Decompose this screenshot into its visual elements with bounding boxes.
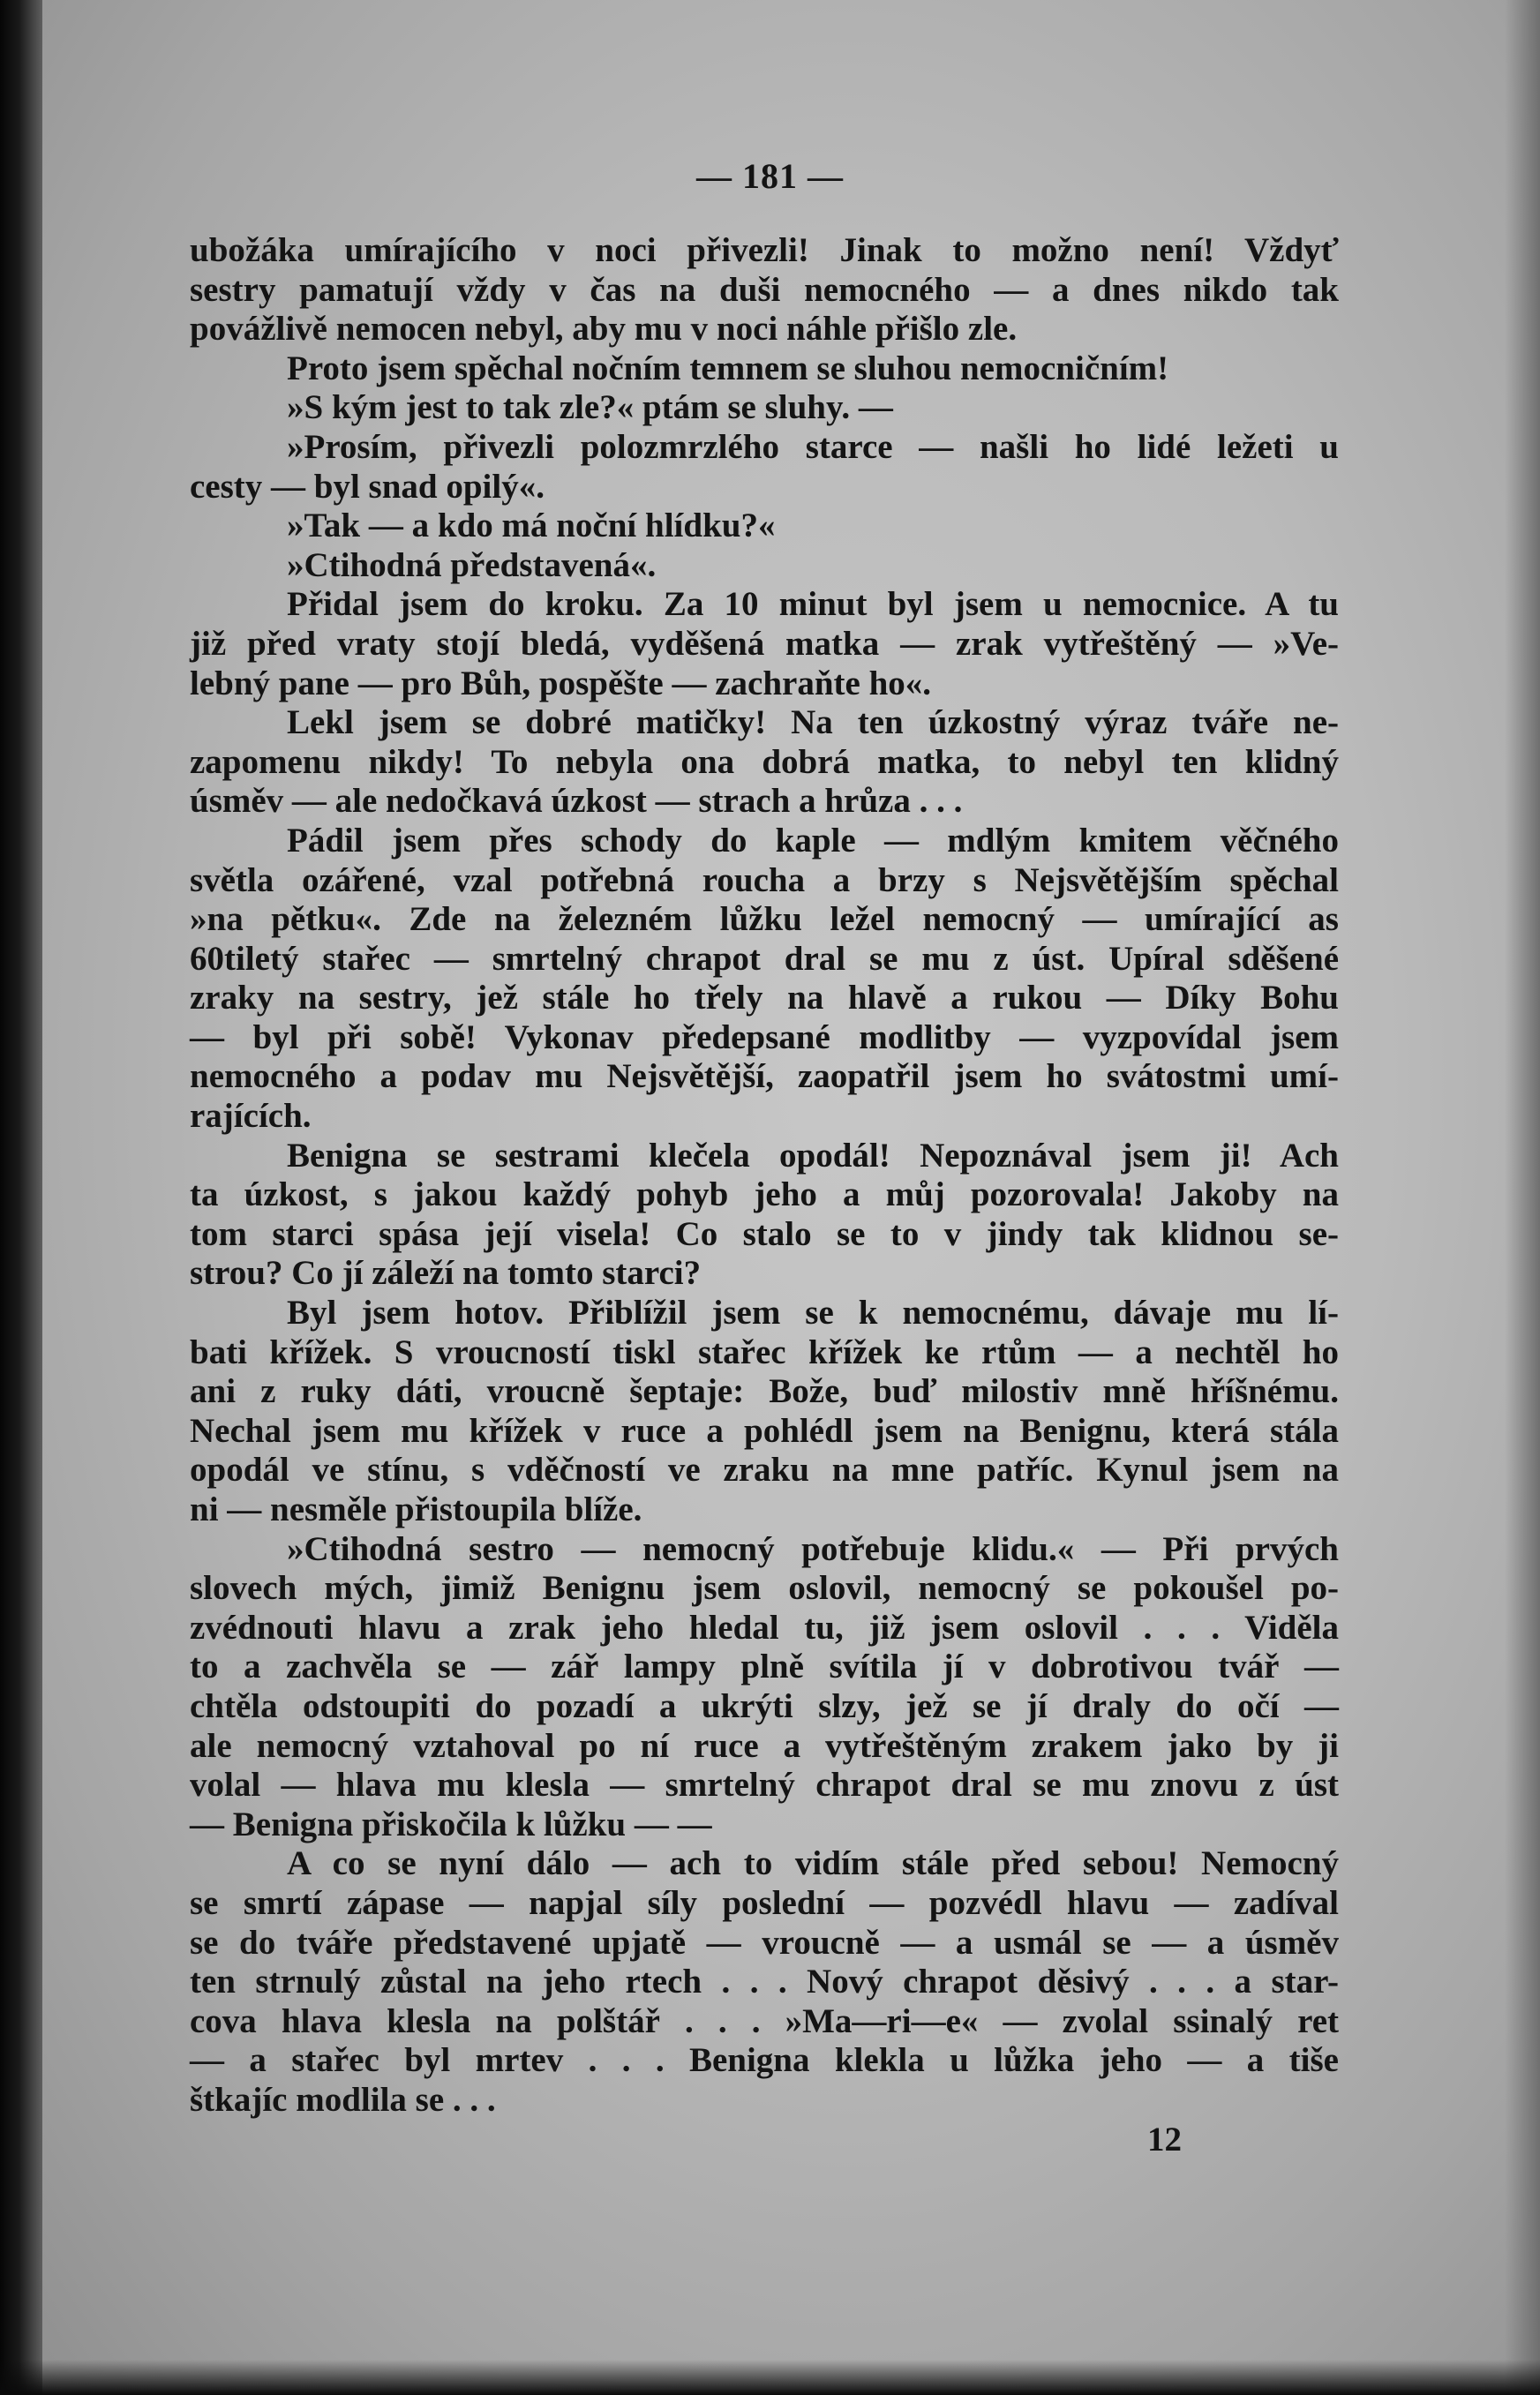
text-line: — byl při sobě! Vykonav předepsané modlitby — vyzpovídal jsem: [190, 1017, 1339, 1056]
text-line: »Tak — a kdo má noční hlídku?«: [287, 507, 776, 545]
text-line: strou? Co jí záleží na tomto starci?: [190, 1254, 702, 1293]
text-line: to a zachvěla se — zář lampy plně svítila jí v dobrotivou tvář —: [190, 1648, 1339, 1686]
text-line: ten strnulý zůstal na jeho rtech . . . Nový chrapot děsivý . . . a star-: [190, 1963, 1339, 2001]
text-line: lebný pane — pro Bůh, pospěšte — zachraňte ho«.: [190, 664, 932, 702]
text-line: Nechal jsem mu křížek v ruce a pohlédl jsem na Benignu, která stála: [190, 1411, 1339, 1450]
book-binding-shadow: [0, 0, 42, 2395]
text-line: ubožáka umírajícího v noci přivezli! Jinak to možno není! Vždyť: [190, 231, 1339, 269]
text-line: ni — nesměle přistoupila blíže.: [190, 1490, 642, 1528]
text-line: ani z ruky dáti, vroucně šeptaje: Bože, buď milostiv mně hříšnému.: [190, 1372, 1339, 1411]
text-line: povážlivě nemocen nebyl, aby mu v noci náhle přišlo zle.: [190, 310, 1018, 349]
text-line: štkajíc modlila se . . .: [190, 2080, 496, 2119]
text-line: ta úzkost, s jakou každý pohyb jeho a můj pozorovala! Jakoby na: [190, 1175, 1339, 1214]
text-line: »na pětku«. Zde na železném lůžku ležel nemocný — umírající as: [190, 900, 1339, 939]
text-line: Pádil jsem přes schody do kaple — mdlým kmitem věčného: [287, 821, 1339, 860]
page-bottom-edge: [0, 2360, 1540, 2395]
text-line: tom starci spása její visela! Co stalo se to v jindy tak klidnou se-: [190, 1214, 1339, 1253]
text-line: zapomenu nikdy! To nebyla ona dobrá matka, to nebyl ten klidný: [190, 742, 1339, 781]
page-number: — 181 —: [696, 156, 844, 196]
body-text: [190, 231, 1339, 2121]
text-line: úsměv — ale nedočkavá úzkost — strach a hrůza . . .: [190, 782, 963, 821]
signature-mark: 12: [1147, 2121, 1182, 2159]
text-line: sestry pamatují vždy v čas na duši nemocného — a dnes nikdo tak: [190, 270, 1339, 309]
text-line: volal — hlava mu klesla — smrtelný chrapot dral se mu znovu z úst: [190, 1766, 1339, 1805]
text-line: ale nemocný vztahoval po ní ruce a vytřeštěným zrakem jako by ji: [190, 1726, 1339, 1765]
page-right-edge: [1505, 0, 1540, 2395]
text-line: A co se nyní dálo — ach to vidím stále před sebou! Nemocný: [287, 1844, 1339, 1883]
text-line: 60tiletý stařec — smrtelný chrapot dral se mu z úst. Upíral sděšené: [190, 939, 1339, 978]
text-line: chtěla odstoupiti do pozadí a ukrýti slzy, jež se jí draly do očí —: [190, 1686, 1339, 1725]
text-line: »Prosím, přivezli polozmrzlého starce — našli ho lidé ležeti u: [287, 427, 1339, 466]
text-line: »Ctihodná sestro — nemocný potřebuje klidu.« — Při prvých: [287, 1529, 1339, 1568]
text-line: se smrtí zápase — napjal síly poslední — pozvédl hlavu — zadíval: [190, 1883, 1339, 1922]
text-line: Byl jsem hotov. Přiblížil jsem se k nemocnému, dávaje mu lí-: [287, 1294, 1339, 1333]
text-line: Benigna se sestrami klečela opodál! Nepoznával jsem ji! Ach: [287, 1136, 1339, 1175]
text-line: nemocného a podav mu Nejsvětější, zaopatřil jsem ho svátostmi umí-: [190, 1057, 1339, 1096]
text-line: zvédnouti hlavu a zrak jeho hledal tu, již jsem oslovil . . . Viděla: [190, 1608, 1339, 1647]
text-line: rajících.: [190, 1097, 312, 1136]
text-line: Lekl jsem se dobré matičky! Na ten úzkostný výraz tváře ne-: [287, 703, 1339, 742]
text-line: opodál ve stínu, s vděčností ve zraku na mne patříc. Kynul jsem na: [190, 1451, 1339, 1490]
text-line: — Benigna přiskočila k lůžku — —: [190, 1805, 712, 1843]
text-line: — a stařec byl mrtev . . . Benigna klekla u lůžka jeho — a tiše: [190, 2041, 1339, 2080]
text-line: slovech mých, jimiž Benignu jsem oslovil, nemocný se pokoušel po-: [190, 1569, 1339, 1608]
text-line: zraky na sestry, jež stále ho třely na hlavě a rukou — Díky Bohu: [190, 979, 1339, 1017]
text-line: »Ctihodná představená«.: [287, 545, 657, 584]
text-line: Přidal jsem do kroku. Za 10 minut byl jsem u nemocnice. A tu: [287, 585, 1339, 624]
text-line: »S kým jest to tak zle?« ptám se sluhy. —: [287, 388, 893, 427]
text-line: světla ozářené, vzal potřebná roucha a brzy s Nejsvětějším spěchal: [190, 860, 1339, 899]
text-line: se do tváře představené upjatě — vroucně — a usmál se — a úsměv: [190, 1923, 1339, 1962]
text-line: cesty — byl snad opilý«.: [190, 467, 545, 506]
text-line: cova hlava klesla na polštář . . . »Ma—ri—e« — zvolal ssinalý ret: [190, 2001, 1339, 2040]
text-line: již před vraty stojí bledá, vyděšená matka — zrak vytřeštěný — »Ve-: [190, 624, 1339, 663]
text-line: bati křížek. S vroucností tiskl stařec křížek ke rtům — a nechtěl ho: [190, 1333, 1339, 1371]
text-line: Proto jsem spěchal nočním temnem se sluhou nemocničním!: [287, 349, 1169, 387]
